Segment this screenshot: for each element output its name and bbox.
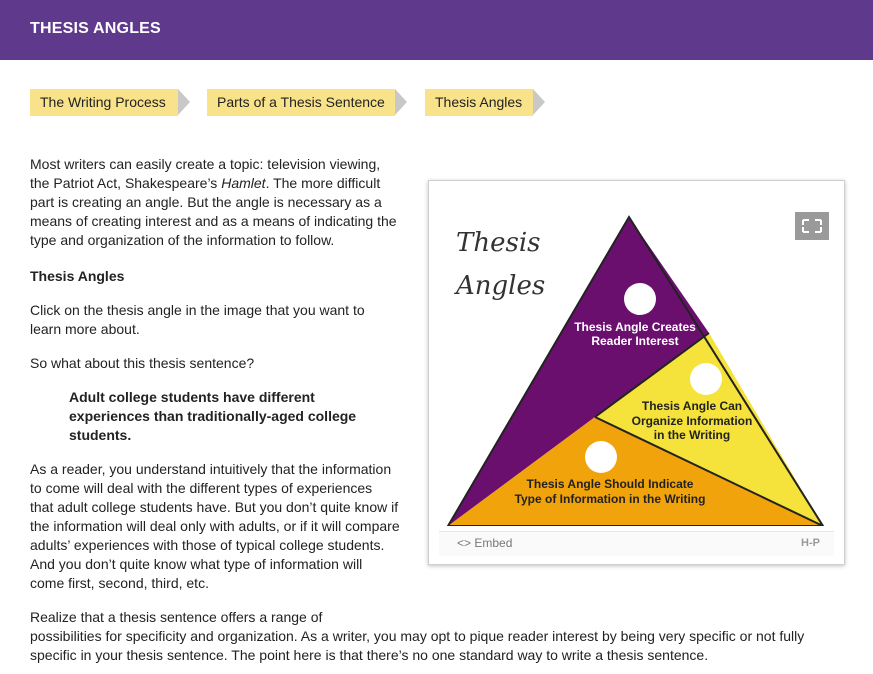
intro-line: part is creating an angle. But the angle is necessary as a bbox=[30, 194, 382, 210]
reader-line: adults’ experiences with those of typical college students. bbox=[30, 537, 385, 553]
page-title: THESIS ANGLES bbox=[30, 20, 161, 37]
closing-paragraph bbox=[30, 608, 850, 665]
reader-line: that adult college students have. But you don’t quite know if bbox=[30, 499, 399, 515]
closing-line: possibilities for specificity and organization. As a writer, you may opt to pique reader interest by being very specific or not fully bbox=[30, 628, 805, 644]
label-type-line2: Type of Information in the Writing bbox=[514, 492, 706, 506]
intro-line: means of creating interest and as a means of indicating the bbox=[30, 213, 397, 229]
header-bar bbox=[0, 0, 873, 60]
h5p-image-panel bbox=[428, 180, 845, 565]
breadcrumb-writing-process[interactable] bbox=[30, 89, 178, 116]
expand-icon bbox=[795, 212, 829, 240]
instruction-line: learn more about. bbox=[30, 321, 140, 337]
breadcrumb-label: Thesis Angles bbox=[435, 94, 523, 110]
hotspot-organize[interactable] bbox=[690, 363, 722, 395]
instruction-paragraph bbox=[30, 301, 365, 339]
intro-line: type and organization of the information to follow. bbox=[30, 232, 335, 248]
label-organize-line1: Thesis Angle Can bbox=[641, 399, 743, 413]
reader-line: the information will deal only with adults, or if it will compare bbox=[30, 518, 400, 534]
question-text: So what about this thesis sentence? bbox=[30, 355, 255, 371]
reader-line: come first, second, third, etc. bbox=[30, 575, 209, 591]
closing-line: Realize that a thesis sentence offers a range of bbox=[30, 609, 323, 625]
label-interest-line1: Thesis Angle Creates bbox=[574, 320, 696, 334]
reader-line: to come will deal with the different types of experiences bbox=[30, 480, 373, 496]
reader-line: And you don’t quite know what type of information will bbox=[30, 556, 363, 572]
label-interest-line2: Reader Interest bbox=[591, 334, 679, 348]
quote-line: students. bbox=[69, 427, 132, 443]
thesis-angles-diagram bbox=[429, 181, 844, 526]
reader-paragraph bbox=[30, 460, 400, 593]
label-type-line1: Thesis Angle Should Indicate bbox=[526, 477, 694, 491]
intro-line: Most writers can easily create a topic: television viewing, bbox=[30, 156, 381, 172]
breadcrumb-label: The Writing Process bbox=[40, 94, 166, 110]
label-organize-line2: Organize Information bbox=[631, 414, 753, 428]
fullscreen-icon[interactable] bbox=[795, 212, 829, 240]
diagram-title-line2: Angles bbox=[456, 271, 546, 301]
intro-paragraph bbox=[30, 155, 397, 250]
reader-line: As a reader, you understand intuitively that the information bbox=[30, 461, 392, 477]
breadcrumb-parts-thesis[interactable] bbox=[207, 89, 395, 116]
intro-text: the Patriot Act, Shakespeare’s bbox=[30, 175, 218, 191]
intro-italic: Hamlet bbox=[221, 175, 266, 191]
instruction-line: Click on the thesis angle in the image that you want to bbox=[30, 302, 365, 318]
label-organize-line3: in the Writing bbox=[653, 428, 731, 442]
quote-line: Adult college students have different bbox=[69, 389, 315, 405]
intro-text: . The more difficult bbox=[265, 175, 381, 191]
hotspot-type[interactable] bbox=[585, 441, 617, 473]
breadcrumb-label: Parts of a Thesis Sentence bbox=[217, 94, 385, 110]
thesis-quote bbox=[69, 388, 356, 445]
panel-footer bbox=[439, 531, 834, 556]
closing-line: specific in your thesis sentence. The point here is that there’s no one standard way to write a thesis sentence. bbox=[30, 647, 709, 663]
breadcrumb-thesis-angles[interactable] bbox=[425, 89, 533, 116]
embed-button[interactable]: <> Embed bbox=[457, 536, 513, 550]
h5p-logo: H-P bbox=[801, 537, 820, 549]
quote-line: experiences than traditionally-aged college bbox=[69, 408, 357, 424]
section-heading: Thesis Angles bbox=[30, 268, 125, 284]
intro-line bbox=[30, 174, 397, 193]
hotspot-interest[interactable] bbox=[624, 283, 656, 315]
diagram-title-line1: Thesis bbox=[456, 228, 541, 258]
